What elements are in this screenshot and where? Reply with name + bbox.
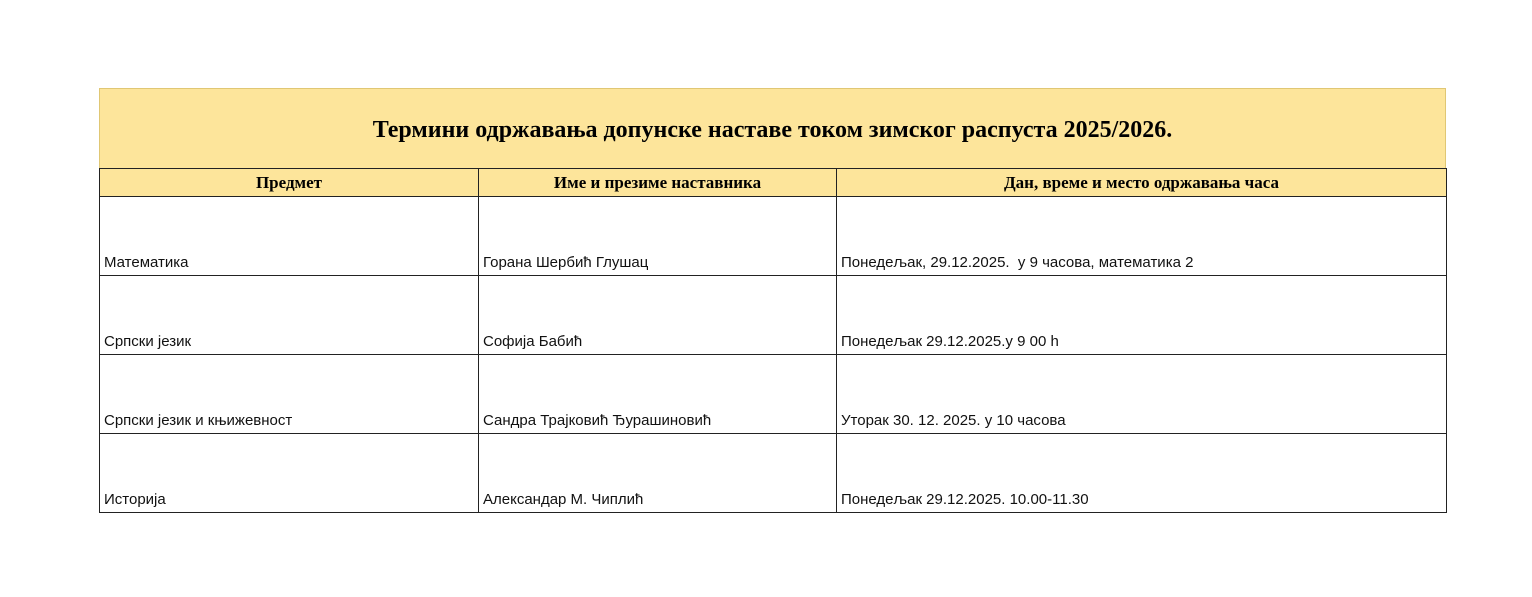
cell-schedule: Понедељак 29.12.2025.у 9 00 h	[837, 276, 1447, 355]
cell-teacher: Сандра Трајковић Ђурашиновић	[479, 355, 837, 434]
header-subject: Предмет	[100, 169, 479, 197]
cell-subject: Математика	[100, 197, 479, 276]
table-row	[100, 276, 1447, 355]
cell-schedule: Понедељак, 29.12.2025. у 9 часова, математика 2	[837, 197, 1447, 276]
table-row	[100, 434, 1447, 513]
header-teacher: Име и презиме наставника	[479, 169, 837, 197]
cell-teacher: Софија Бабић	[479, 276, 837, 355]
header-schedule: Дан, време и место одржавања часа	[837, 169, 1447, 197]
cell-teacher: Александар М. Чиплић	[479, 434, 837, 513]
header-row	[100, 169, 1447, 197]
schedule-table	[99, 168, 1447, 513]
cell-subject: Српски језик	[100, 276, 479, 355]
document-title: Термини одржавања допунске наставе током зимског распуста 2025/2026.	[372, 117, 1173, 143]
table-row	[100, 355, 1447, 434]
cell-subject: Историја	[100, 434, 479, 513]
cell-schedule: Понедељак 29.12.2025. 10.00-11.30	[837, 434, 1447, 513]
cell-schedule: Уторак 30. 12. 2025. у 10 часова	[837, 355, 1447, 434]
title-band	[99, 88, 1446, 168]
cell-subject: Српски језик и књижевност	[100, 355, 479, 434]
table-row	[100, 197, 1447, 276]
schedule-sheet	[99, 88, 1446, 513]
cell-teacher: Горана Шербић Глушац	[479, 197, 837, 276]
